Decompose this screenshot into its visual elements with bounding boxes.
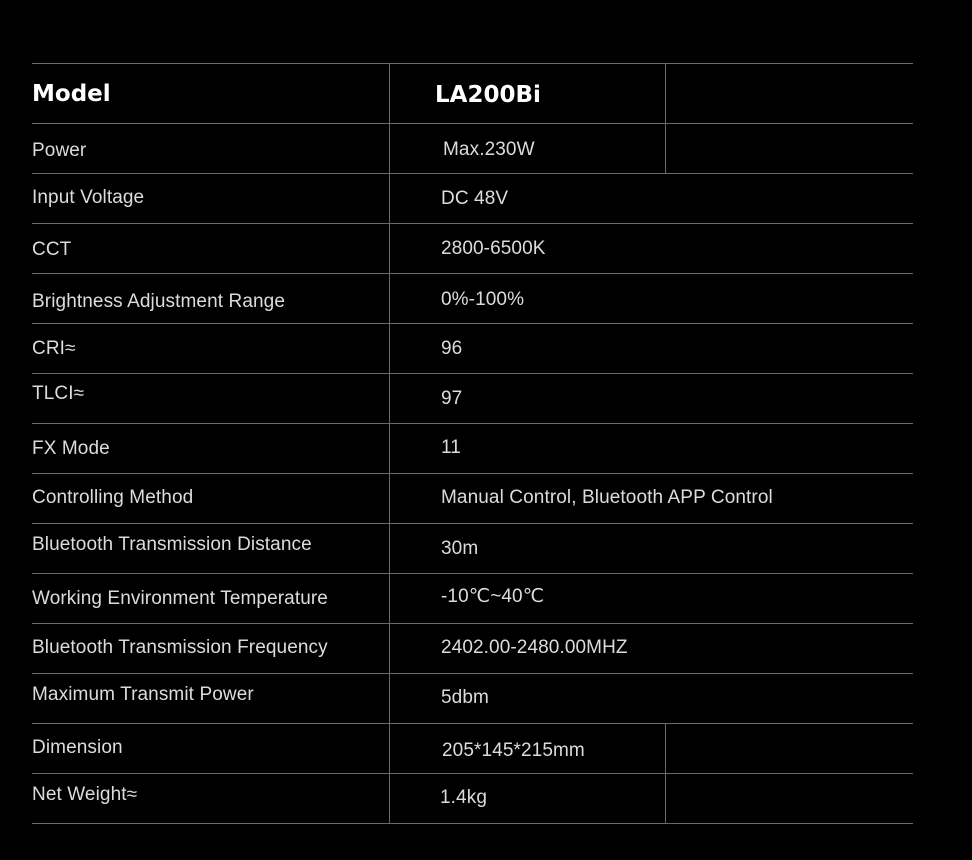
spec-label-net-weight: Net Weight≈ [32, 784, 138, 805]
table-rule [32, 623, 913, 624]
spec-value-bluetooth-distance: 30m [441, 538, 479, 559]
spec-label-bluetooth-frequency: Bluetooth Transmission Frequency [32, 637, 328, 658]
table-rule [32, 323, 913, 324]
table-rule [32, 423, 913, 424]
spec-value-brightness-range: 0%-100% [441, 289, 525, 310]
spec-label-cct: CCT [32, 239, 72, 260]
spec-value-dimension: 205*145*215mm [442, 740, 585, 761]
spec-value-working-temperature: -10℃~40℃ [441, 586, 545, 607]
column-divider [665, 723, 666, 824]
spec-value-power: Max.230W [443, 139, 535, 160]
spec-label-brightness-range: Brightness Adjustment Range [32, 291, 286, 312]
table-rule [32, 773, 913, 774]
table-rule [32, 173, 913, 174]
table-rule [32, 123, 913, 124]
spec-table [32, 63, 913, 824]
column-divider [665, 63, 666, 173]
model-header-value: LA200Bi [435, 82, 541, 108]
spec-label-cri: CRI≈ [32, 338, 76, 359]
table-rule [32, 523, 913, 524]
spec-label-input-voltage: Input Voltage [32, 187, 145, 208]
spec-label-working-temperature: Working Environment Temperature [32, 588, 328, 609]
spec-value-controlling-method: Manual Control, Bluetooth APP Control [441, 487, 773, 508]
table-rule [32, 273, 913, 274]
spec-value-cct: 2800-6500K [441, 238, 546, 259]
table-rule [32, 473, 913, 474]
table-rule [32, 63, 913, 64]
spec-value-tlci: 97 [441, 388, 463, 409]
spec-value-input-voltage: DC 48V [441, 188, 509, 209]
spec-label-power: Power [32, 140, 87, 161]
table-rule [32, 223, 913, 224]
table-rule [32, 573, 913, 574]
table-rule [32, 373, 913, 374]
spec-value-cri: 96 [441, 338, 463, 359]
spec-value-bluetooth-frequency: 2402.00-2480.00MHZ [441, 637, 628, 658]
table-rule [32, 723, 913, 724]
table-rule [32, 673, 913, 674]
table-rule [32, 823, 913, 824]
spec-label-tlci: TLCI≈ [32, 383, 85, 404]
column-divider [389, 63, 390, 824]
spec-label-bluetooth-distance: Bluetooth Transmission Distance [32, 534, 312, 555]
spec-label-max-transmit-power: Maximum Transmit Power [32, 684, 254, 705]
spec-label-controlling-method: Controlling Method [32, 487, 194, 508]
spec-value-max-transmit-power: 5dbm [441, 687, 489, 708]
spec-value-fx-mode: 11 [441, 437, 461, 458]
model-header-label: Model [32, 81, 111, 107]
spec-label-dimension: Dimension [32, 737, 123, 758]
spec-label-fx-mode: FX Mode [32, 438, 110, 459]
spec-value-net-weight: 1.4kg [440, 787, 487, 808]
